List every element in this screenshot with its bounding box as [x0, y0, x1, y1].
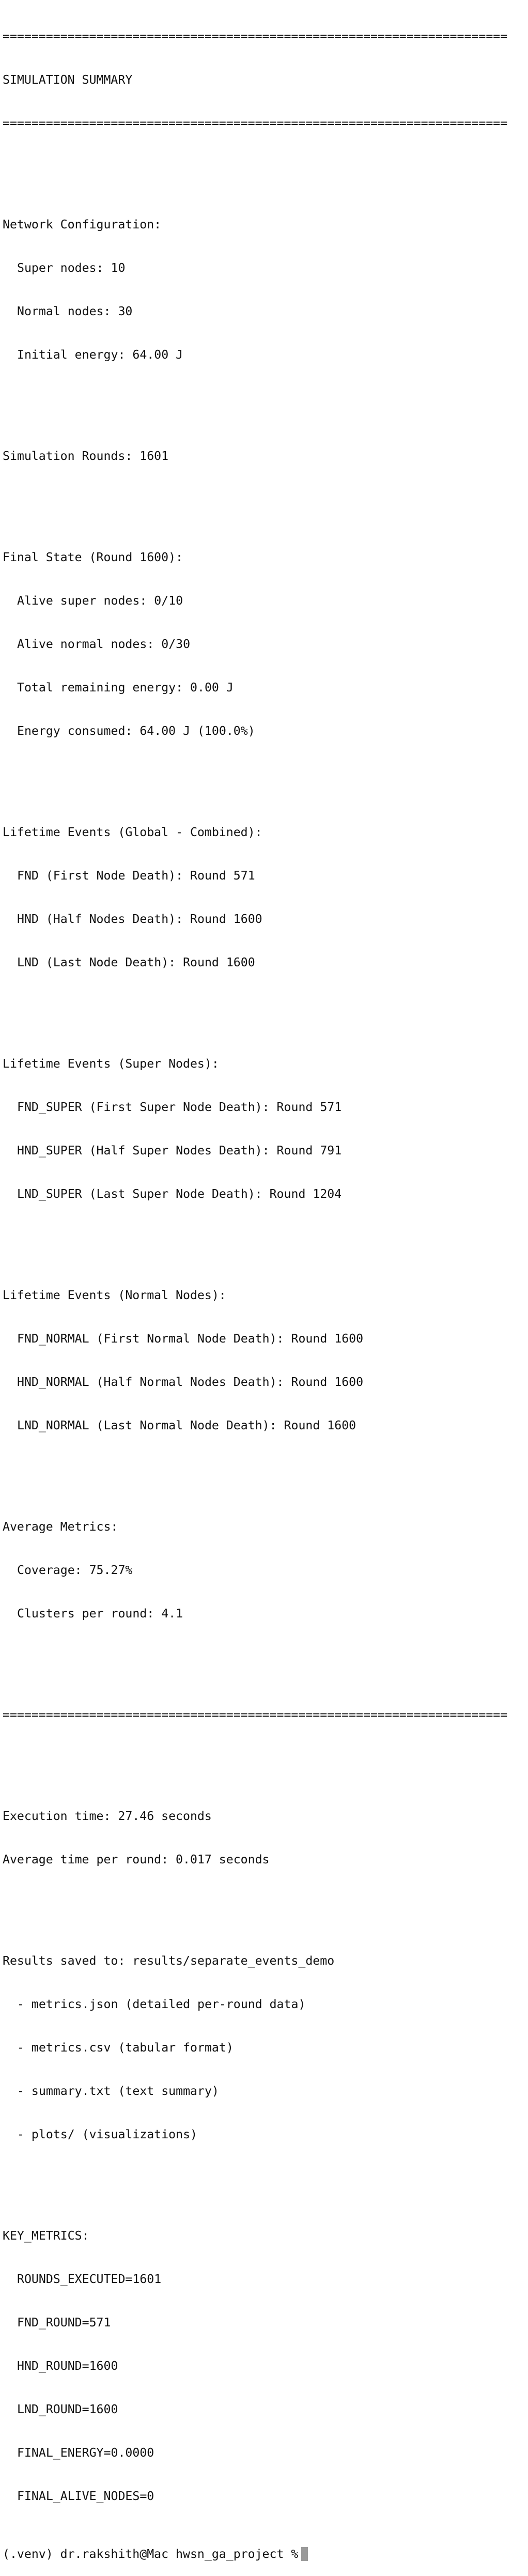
remaining-energy: Total remaining energy: 0.00 J [17, 681, 234, 695]
results-item: - metrics.csv (tabular format) [17, 2041, 234, 2055]
average-time-per-round: Average time per round: 0.017 seconds [3, 1853, 270, 1867]
simulation-rounds: Simulation Rounds: 1601 [3, 449, 169, 463]
key-metric: FINAL_ALIVE_NODES=0 [17, 2489, 154, 2503]
blank-line [3, 767, 525, 782]
global-fnd: FND (First Node Death): Round 571 [17, 869, 255, 883]
shell-prompt: (.venv) dr.rakshith@Mac hwsn_ga_project % [3, 2547, 299, 2561]
key-metric: FINAL_ENERGY=0.0000 [17, 2446, 154, 2460]
results-item: - plots/ (visualizations) [17, 2127, 198, 2141]
blank-line [3, 492, 525, 507]
execution-time: Execution time: 27.46 seconds [3, 1809, 212, 1823]
blank-line [3, 391, 525, 406]
alive-super-nodes: Alive super nodes: 0/10 [17, 594, 183, 608]
super-nodes: Super nodes: 10 [17, 261, 126, 275]
blank-line [3, 2171, 525, 2185]
alive-normal-nodes: Alive normal nodes: 0/30 [17, 637, 191, 651]
blank-line [3, 1751, 525, 1766]
rule-title: ====================================================================== [3, 116, 508, 130]
initial-energy: Initial energy: 64.00 J [17, 348, 183, 362]
results-item: - summary.txt (text summary) [17, 2084, 219, 2098]
global-hnd: HND (Half Nodes Death): Round 1600 [17, 912, 262, 926]
normal-fnd: FND_NORMAL (First Normal Node Death): Round 1600 [17, 1332, 364, 1346]
shell-prompt-line[interactable] [3, 2547, 525, 2562]
blank-line [3, 1650, 525, 1664]
energy-consumed: Energy consumed: 64.00 J (100.0%) [17, 724, 255, 738]
blank-line [3, 1230, 525, 1245]
super-fnd: FND_SUPER (First Super Node Death): Round 571 [17, 1100, 342, 1114]
super-events-heading: Lifetime Events (Super Nodes): [3, 1057, 219, 1071]
rule-top: ====================================================================== [3, 29, 508, 43]
blank-line [3, 999, 525, 1013]
key-metric: HND_ROUND=1600 [17, 2359, 118, 2373]
final-state-heading: Final State (Round 1600): [3, 550, 183, 564]
global-lnd: LND (Last Node Death): Round 1600 [17, 955, 255, 969]
blank-line [3, 1896, 525, 1910]
blank-line [3, 160, 525, 174]
text-cursor[interactable] [301, 2547, 308, 2561]
normal-hnd: HND_NORMAL (Half Normal Nodes Death): Round 1600 [17, 1375, 364, 1389]
results-heading: Results saved to: results/separate_events_demo [3, 1954, 335, 1968]
key-metrics-heading: KEY_METRICS: [3, 2229, 89, 2243]
clusters-per-round: Clusters per round: 4.1 [17, 1607, 183, 1621]
coverage: Coverage: 75.27% [17, 1563, 133, 1577]
super-lnd: LND_SUPER (Last Super Node Death): Round 1204 [17, 1187, 342, 1201]
blank-line [3, 1462, 525, 1476]
normal-nodes: Normal nodes: 30 [17, 304, 133, 318]
global-events-heading: Lifetime Events (Global - Combined): [3, 825, 262, 839]
key-metric: LND_ROUND=1600 [17, 2402, 118, 2416]
network-heading: Network Configuration: [3, 218, 162, 232]
average-metrics-heading: Average Metrics: [3, 1520, 118, 1534]
summary-title: SIMULATION SUMMARY [3, 73, 133, 87]
key-metric: FND_ROUND=571 [17, 2316, 111, 2330]
super-hnd: HND_SUPER (Half Super Nodes Death): Round 791 [17, 1144, 342, 1158]
normal-lnd: LND_NORMAL (Last Normal Node Death): Round 1600 [17, 1418, 356, 1432]
results-item: - metrics.json (detailed per-round data) [17, 1997, 306, 2011]
rule-bottom: ====================================================================== [3, 1708, 508, 1722]
terminal-output[interactable] [3, 0, 525, 2561]
normal-events-heading: Lifetime Events (Normal Nodes): [3, 1288, 226, 1302]
key-metric: ROUNDS_EXECUTED=1601 [17, 2272, 162, 2286]
